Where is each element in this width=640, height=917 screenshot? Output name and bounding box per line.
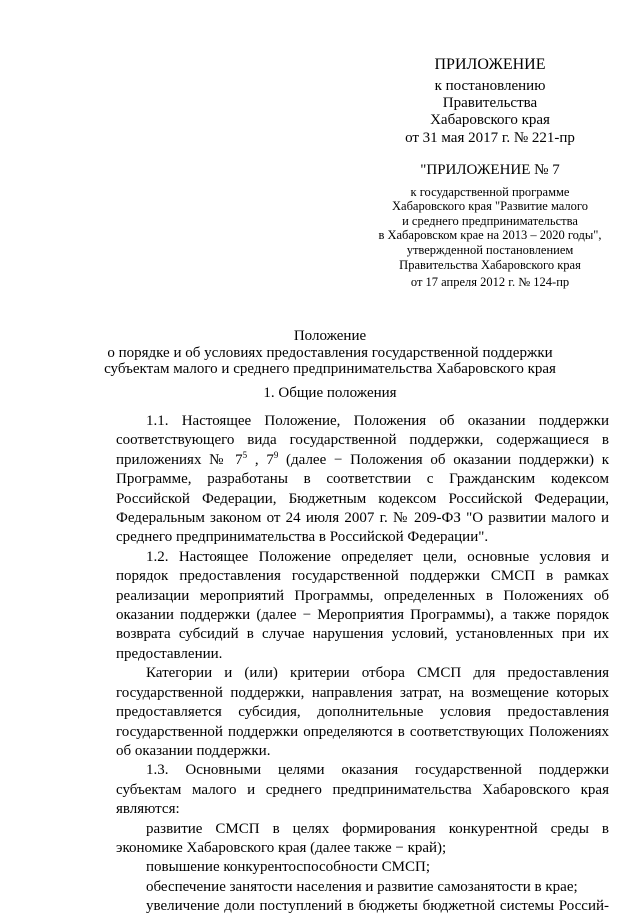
paragraph-1-2-continued: Категории и (или) критерии отбора СМСП для предоставления государственной поддержки, направления затрат, на возмещение которых предоставляется субсидия, дополнительные условия предоставления государственной поддержки определяются в соответствующих Положениях об оказании поддержки. bbox=[116, 665, 609, 759]
paragraph-text: , 7 bbox=[247, 451, 274, 468]
appendix-date-number: от 31 мая 2017 г. № 221-пр bbox=[405, 129, 575, 146]
document-title-line: о порядке и об условиях предоставления государственной поддержки bbox=[107, 344, 553, 361]
program-appendix-line: Хабаровского края "Развитие малого bbox=[392, 199, 588, 214]
program-appendix-line: Правительства Хабаровского края bbox=[399, 257, 581, 272]
paragraph-1-2: 1.2. Настоящее Положение определяет цели, основные условия и порядок предоставления государственной поддержки СМСП в рамках реализации мероприятий Программы, определенных в Положениях об оказании поддержки (далее − Мероприятия Программы), а также порядок возврата субсидий в случае нарушения условий, установленных при их предоставлении. bbox=[116, 548, 609, 662]
appendix-line: к постановлению bbox=[434, 77, 546, 94]
program-appendix-line: утвержденной постановлением bbox=[406, 243, 574, 258]
program-appendix-line: к государственной программе bbox=[410, 184, 570, 199]
paragraph-1-3: 1.3. Основными целями оказания государственной поддержки субъектам малого и среднего предпринимательства Хабаровского края являются: bbox=[116, 762, 609, 818]
appendix-title: ПРИЛОЖЕНИЕ bbox=[434, 56, 546, 73]
program-appendix-title: "ПРИЛОЖЕНИЕ № 7 bbox=[420, 162, 560, 178]
superscript: 9 bbox=[273, 449, 279, 460]
superscript: 5 bbox=[242, 449, 248, 460]
goal-item: обеспечение занятости населения и развитие самозанятости в крае; bbox=[146, 878, 578, 895]
appendix-line: Хабаровского края bbox=[430, 112, 550, 129]
program-appendix-line: и среднего предпринимательства bbox=[402, 213, 578, 228]
appendix-header bbox=[380, 56, 600, 147]
goal-item: развитие СМСП в целях формирования конкурентной среды в экономике Хабаровского края (далее также − край); bbox=[116, 820, 609, 856]
program-appendix bbox=[355, 162, 625, 290]
paragraph-1-1 bbox=[116, 412, 609, 548]
document-title bbox=[100, 328, 560, 378]
paragraph-text: (далее − Положения об оказании поддержки) к Программе, разработаны в соответствии с Гражданским кодексом Российской Федерации, Бюджетным кодексом Российской Федерации, Федеральным законом от 24 июля 2007 г. № 209-ФЗ "О развитии малого и среднего предпринимательства в Российской Федерации". bbox=[116, 451, 609, 546]
paragraph-text: 1.1. Настоящее Положение, Положения об оказании поддержки соответствующего вида государственной поддержки, содержащиеся в приложениях № 7 bbox=[116, 413, 609, 468]
program-appendix-line: в Хабаровском крае на 2013 – 2020 годы", bbox=[378, 228, 602, 243]
goal-item: повышение конкурентоспособности СМСП; bbox=[146, 859, 430, 876]
appendix-line: Правительства bbox=[442, 94, 538, 111]
document-title-line: субъектам малого и среднего предпринимательства Хабаровского края bbox=[104, 361, 556, 377]
goal-item: увеличение доли поступлений в бюджеты бюджетной системы Россий- bbox=[146, 898, 609, 915]
document-title-line: Положение bbox=[293, 328, 367, 344]
document-body bbox=[116, 412, 609, 917]
program-appendix-date-number: от 17 апреля 2012 г. № 124-пр bbox=[410, 275, 570, 290]
section-heading: 1. Общие положения bbox=[263, 385, 397, 401]
